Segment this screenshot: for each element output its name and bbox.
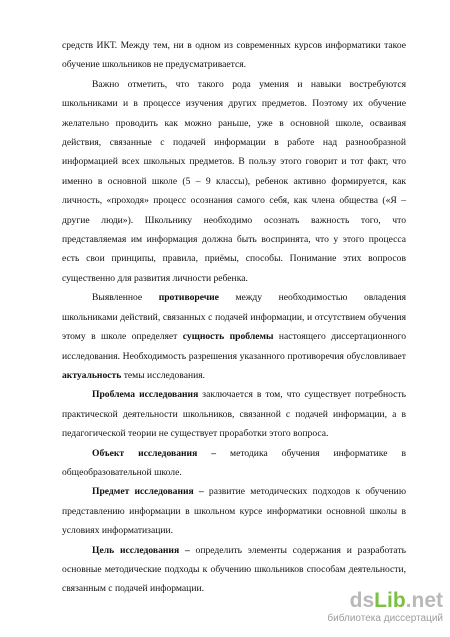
text-run: методика обучения информатике в общеобразовательной школе. xyxy=(62,447,406,478)
document-body xyxy=(62,36,406,599)
paragraph-intro-continuation xyxy=(62,36,406,75)
paragraph-importance xyxy=(62,75,406,288)
text-run: определить элементы содержания и разработать основные методические подходы к обучению школьников способам деятельности, связанным с подачей информации. xyxy=(62,544,407,595)
text-run: между необходимостью овладения школьниками действий, связанных с подачей информации, и отсутствием обучения этому в школе определяет xyxy=(62,292,407,343)
text-run: развитие методических подходов к обучению представлению информации в школьном курсе информатики основной школы в условиях информатизации. xyxy=(62,486,406,537)
text-run: средств ИКТ. Между тем, ни в одном из современных курсов информатики такое обучение школьников не предусматривается. xyxy=(62,40,406,71)
bold-term: сущность проблемы xyxy=(182,331,274,343)
bold-term: Предмет исследования – xyxy=(92,486,204,498)
bold-term: Объект исследования – xyxy=(92,447,217,459)
text-run: настоящего диссертационного исследования. Необходимость разрешения указанного противоречия обусловливает xyxy=(62,331,406,362)
bold-term: Проблема исследования xyxy=(92,389,199,401)
watermark-logo-dot: . xyxy=(405,589,412,612)
paragraph-research-object xyxy=(62,444,406,483)
paragraph-research-subject xyxy=(62,482,406,540)
watermark-logo-ds: ds xyxy=(349,589,375,612)
bold-term: Цель исследования – xyxy=(92,544,190,556)
text-run: Важно отметить, что такого рода умения и навыки востребуются школьниками и в процессе изучения других предметов. Поэтому их обучение желательно проводить как можно раньше, уже в основной школе, осваивая действия, связанные с подачей информации в работе над разнообразной информацией всех школьных предметов. В пользу этого говорит и тот факт, что именно в основной школе (5 – 9 классы), ребенок активно формируется, как личность, «проходя» процесс осознания самого себя, как члена общества («Я – другие люди»). Школьнику необходимо осознать важность того, что представляемая им информация должна быть воспринята, что у этого процесса есть свои принципы, правила, приёмы, способы. Понимание этих вопросов существенно для развития личности ребенка. xyxy=(62,78,406,284)
dslib-watermark xyxy=(318,590,443,625)
text-run: темы исследования. xyxy=(121,369,206,381)
watermark-logo-lib: Lib xyxy=(374,589,406,612)
watermark-subtitle: библиотека диссертаций xyxy=(327,613,443,624)
text-run: заключается в том, что существует потребность практической деятельности школьников, связанной с подачей информации, а в педагогической теории не существует проработки этого вопроса. xyxy=(62,389,407,440)
paragraph-research-problem xyxy=(62,385,406,443)
paragraph-contradiction xyxy=(62,288,406,385)
watermark-logo xyxy=(318,590,443,612)
text-run: Выявленное xyxy=(92,292,159,304)
bold-term: противоречие xyxy=(158,292,219,304)
watermark-logo-net: net xyxy=(411,589,443,612)
bold-term: актуальность xyxy=(62,369,122,381)
